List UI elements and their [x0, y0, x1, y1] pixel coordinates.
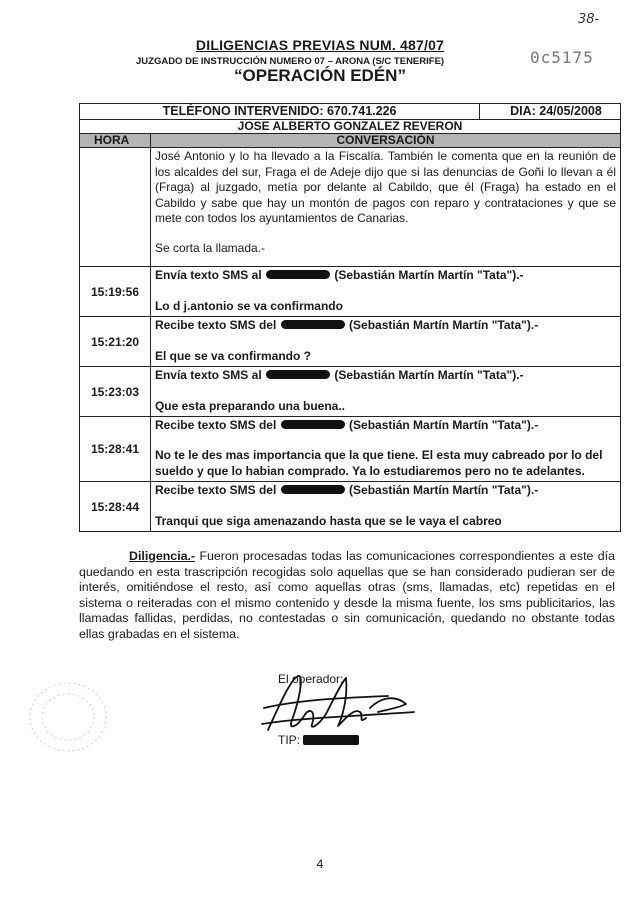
table-row: [80, 367, 621, 417]
person-row: [80, 120, 621, 134]
column-header-hora: HORA: [80, 134, 151, 148]
intercepted-phone: TELÉFONO INTERVENIDO: 670.741.226: [80, 104, 480, 120]
continuation-row: [80, 148, 621, 267]
row-action: Envía texto SMS al: [154, 368, 262, 382]
row-message-cell: [150, 482, 620, 532]
diligencia-paragraph: [79, 549, 615, 643]
row-message-cell: [150, 317, 620, 367]
faded-seal-icon: [18, 672, 118, 762]
row-time: 15:28:44: [80, 482, 151, 532]
row-contact: (Sebastián Martín Martín "Tata").-: [349, 483, 539, 497]
operator-label: El operador:: [278, 672, 344, 686]
intercept-date: DIA: 24/05/2008: [480, 104, 621, 120]
column-header-conversacion: CONVERSACIÓN: [150, 134, 620, 148]
row-header: [155, 368, 616, 383]
table-row: [80, 417, 621, 482]
row-time: 15:23:03: [80, 367, 151, 417]
phone-row: [80, 104, 621, 120]
row-time: 15:19:56: [80, 267, 151, 317]
row-time: 15:28:41: [80, 417, 151, 482]
document-title-text: DILIGENCIAS PREVIAS NUM. 487/07: [195, 37, 445, 53]
row-contact: (Sebastián Martín Martín "Tata").-: [349, 418, 539, 432]
row-message-cell: [150, 417, 620, 482]
tip-label: TIP:: [278, 733, 301, 747]
row-message-cell: [150, 267, 620, 317]
redaction-bar-icon: [281, 485, 345, 494]
row-contact: (Sebastián Martín Martín "Tata").-: [349, 318, 539, 332]
row-action: Recibe texto SMS del: [154, 483, 277, 497]
row-message: El que se va confirmando ?: [154, 349, 311, 363]
column-header-row: [80, 134, 621, 148]
redaction-bar-icon: [281, 320, 345, 329]
continuation-text: José Antonio y lo ha llevado a la Fiscalía. También le comenta que en la reunión de los alcaldes del sur, Fraga el de Adeje dijo que si las denuncias de Goñi lo llevan a él (Fraga) al juzgado, metía por delante al Cabildo, que él (Fraga) ha estado en el Cabildo y sabe que hay un montón de pagos con reparo y contrataciones y que se mete con todos los ayuntamientos de Canarias.: [154, 149, 616, 225]
document-title: [0, 37, 640, 53]
continuation-time-cell: [80, 148, 151, 267]
handwritten-folio: 38-: [578, 12, 600, 27]
row-contact: (Sebastián Martín Martín "Tata").-: [334, 368, 524, 382]
row-message: Tranqui que siga amenazando hasta que se le vaya el cabreo: [154, 514, 502, 528]
court-subtitle: JUZGADO DE INSTRUCCIÓN NUMERO 07 – ARONA (S/C TENERIFE): [136, 56, 445, 67]
tip-line: [278, 733, 359, 747]
row-header: [155, 268, 616, 283]
row-time: 15:21:20: [80, 317, 151, 367]
diligencia-text: Fueron procesadas todas las comunicaciones correspondientes a este día quedando en esta trascripción recogidas solo aquellas que se han considerado pudieran ser de interés, omitiéndose el resto, así como aquellas otras (sms, llamadas, etc) repetidas en el sistema o reiteradas con el mismo contenido y desde la misma fuente, los sms publicitarios, las llamadas fallidas, perdidas, no contestadas o sin comunicación, quedando no obstante todas ellas grabadas en el sistema.: [79, 549, 615, 641]
row-header: [155, 318, 616, 333]
operation-name: “OPERACIÓN EDÉN”: [234, 66, 406, 85]
row-message: No te le des mas importancia que la que tiene. El esta muy cabreado por lo del sueldo y que lo habian comprado. Ya lo estudiaremos pero no te adelantes.: [154, 448, 603, 478]
redaction-bar-icon: [303, 735, 359, 745]
table-row: [80, 317, 621, 367]
row-action: Recibe texto SMS del: [154, 318, 277, 332]
intercept-table: [79, 103, 621, 532]
continuation-cell: [150, 148, 620, 267]
row-message: Que esta preparando una buena..: [154, 399, 345, 413]
diligencia-label: Diligencia.-: [129, 549, 196, 563]
row-message-cell: [150, 367, 620, 417]
row-action: Envía texto SMS al: [154, 268, 262, 282]
row-action: Recibe texto SMS del: [154, 418, 277, 432]
folio-stamp: 0c5175: [530, 48, 594, 67]
row-header: [155, 483, 616, 498]
redaction-bar-icon: [266, 270, 330, 279]
intercepted-person: JOSE ALBERTO GONZALEZ REVERON: [80, 120, 621, 134]
row-message: Lo d j.antonio se va confirmando: [154, 299, 343, 313]
row-contact: (Sebastián Martín Martín "Tata").-: [334, 268, 524, 282]
page-number: 4: [316, 857, 324, 871]
row-header: [155, 418, 616, 433]
table-row: [80, 482, 621, 532]
table-row: [80, 267, 621, 317]
redaction-bar-icon: [266, 370, 330, 379]
call-end-note: Se corta la llamada.-: [154, 240, 266, 255]
redaction-bar-icon: [281, 420, 345, 429]
